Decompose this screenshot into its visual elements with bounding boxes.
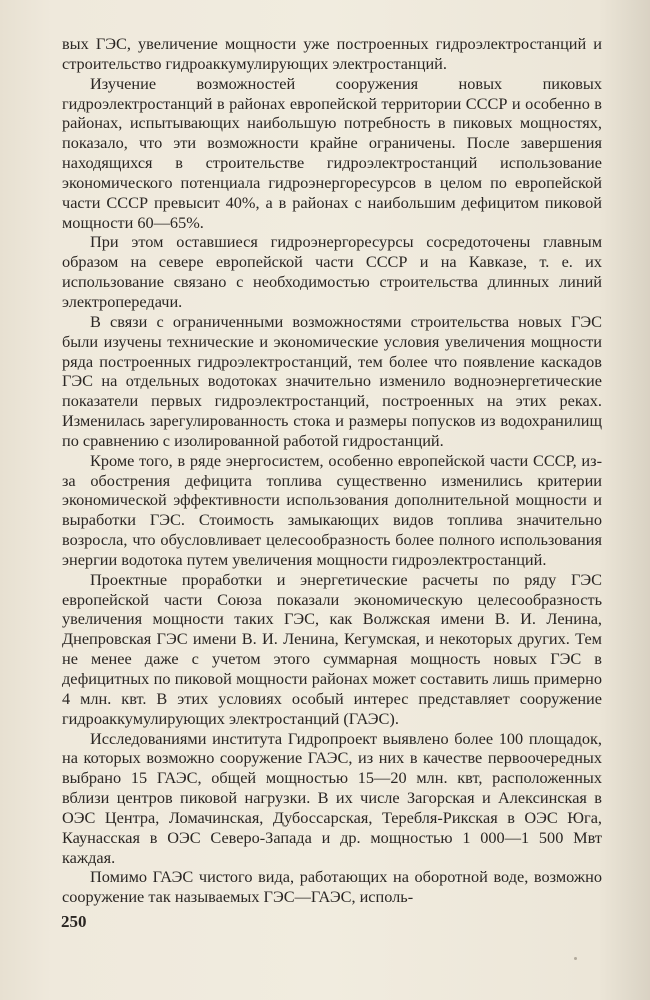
paragraph-4: В связи с ограниченными возможностями строительства новых ГЭС были изучены технические и экономические условия увеличения мощности ряда построенных гидроэлектростанций, тем более что появление каскадов ГЭС на отдельных водотоках значительно изменило водноэнергетические показатели первых гидроэлектростанций, построенных на этих реках. Изменилась зарегулированность стока и размеры попусков из водохранилищ по сравнению с изолированной работой гидростанций. — [62, 311, 602, 450]
paragraph-2: Изучение возможностей сооружения новых пиковых гидроэлектростанций в районах европейской территории СССР и особенно в районах, испытывающих наибольшую потребность в пиковых мощностях, показало, что эти возможности крайне ограничены. После завершения находящихся в строительстве гидроэлектростанций использование экономического потенциала гидроэнергоресурсов в целом по европейской части СССР превысит 40%, а в районах с наибольшим дефицитом пиковой мощности 60—65%. — [62, 73, 602, 232]
paragraph-1: вых ГЭС, увеличение мощности уже построенных гидроэлектростанций и строительство гидроаккумулирующих электростанций. — [62, 34, 602, 73]
paper-speck — [574, 957, 577, 960]
paragraph-7: Исследованиями института Гидропроект выявлено более 100 площадок, на которых возможно сооружение ГАЭС, из них в качестве первоочередных выбрано 15 ГАЭС, общей мощностью 15—20 млн. квт, расположенных вблизи центров пиковой нагрузки. В их числе Загорская и Алексинская в ОЭС Центра, Ломачинская, Дубоссарская, Теребля-Рикская в ОЭС Юга, Каунасская в ОЭС Северо-Запада и др. мощностью 1 000—1 500 Мвт каждая. — [62, 728, 602, 867]
paragraph-8: Помимо ГАЭС чистого вида, работающих на оборотной воде, возможно сооружение так называемых ГЭС—ГАЭС, исполь- — [62, 867, 602, 907]
paragraph-6: Проектные проработки и энергетические расчеты по ряду ГЭС европейской части Союза показали экономическую целесообразность увеличения мощности таких ГЭС, как Волжская имени В. И. Ленина, Днепровская ГЭС имени В. И. Ленина, Кегумская, и некоторых других. Тем не менее даже с учетом этого суммарная мощность новых ГЭС в дефицитных по пиковой мощности районах может составить лишь примерно 4 млн. квт. В этих условиях особый интерес представляет сооружение гидроаккумулирующих электростанций (ГАЭС). — [62, 569, 602, 728]
paragraph-5: Кроме того, в ряде энергосистем, особенно европейской части СССР, из-за обострения дефицита топлива существенно изменились критерии экономической эффективности использования дополнительной мощности и выработки ГЭС. Стоимость замыкающих видов топлива значительно возросла, что обусловливает целесообразность более полного использования энергии водотока путем увеличения мощности гидроэлектростанций. — [62, 450, 602, 569]
paragraph-3: При этом оставшиеся гидроэнергоресурсы сосредоточены главным образом на севере европейской части СССР и на Кавказе, т. е. их использование связано с необходимостью строительства длинных линий электропередачи. — [62, 232, 602, 311]
page-number: 250 — [61, 912, 87, 931]
body-text — [62, 34, 602, 907]
